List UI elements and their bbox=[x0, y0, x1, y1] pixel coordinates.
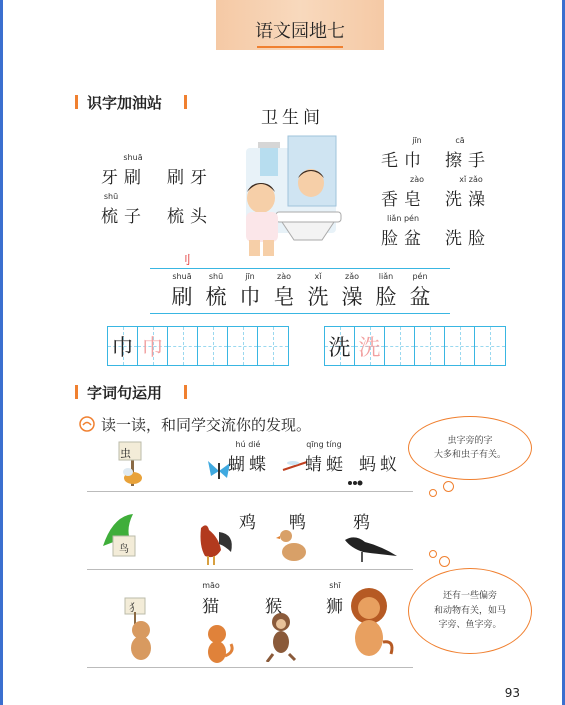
grid-cell bbox=[228, 327, 258, 365]
pinyin-xizao: xǐ zǎo bbox=[459, 175, 483, 184]
cat-sign-illustration bbox=[121, 596, 161, 666]
char-item: zào 皂 bbox=[273, 272, 295, 309]
word-ya-crow: 鸦 bbox=[353, 513, 370, 533]
word-qingting: 蜻蜓 bbox=[305, 455, 347, 475]
char-item: liǎn 脸 bbox=[375, 272, 397, 309]
char-row-bottom-line bbox=[150, 313, 450, 314]
char-item: pén 盆 bbox=[409, 272, 431, 309]
row1-ground-line bbox=[87, 491, 413, 492]
word-ya-duck: 鸭 bbox=[289, 513, 306, 533]
word-yashua: 牙刷 bbox=[101, 168, 147, 188]
thought-bubble-animals bbox=[408, 568, 532, 654]
word-xizao: 洗澡 bbox=[445, 190, 491, 210]
grid-cell bbox=[258, 327, 288, 365]
pinyin-jin: jīn bbox=[412, 136, 422, 145]
section-title-shizi: 识字加油站 bbox=[87, 94, 163, 112]
grid-cell: 巾 bbox=[138, 327, 168, 365]
crow-icon bbox=[341, 530, 399, 564]
word-cashou: 擦手 bbox=[445, 151, 491, 171]
word-xiangzao: 香皂 bbox=[381, 190, 427, 210]
char-item: jīn 巾 bbox=[239, 272, 261, 309]
pinyin-ca: cā bbox=[455, 136, 465, 145]
grid-cell bbox=[475, 327, 505, 365]
row2-ground-line bbox=[87, 569, 413, 570]
word-hou: 猴 bbox=[265, 597, 282, 617]
word-mayi: 蚂蚁 bbox=[359, 455, 401, 475]
word-xilian: 洗脸 bbox=[445, 229, 491, 249]
sign-label-bird: 鸟 bbox=[119, 544, 129, 555]
pinyin-hudie: hú dié bbox=[235, 440, 261, 449]
ant-icon bbox=[347, 478, 363, 488]
bubble-dot bbox=[429, 550, 437, 558]
grid-cell bbox=[445, 327, 475, 365]
pinyin-shu: shū bbox=[103, 192, 119, 201]
word-shuaya: 刷牙 bbox=[167, 168, 213, 188]
bathroom-illustration bbox=[236, 128, 351, 258]
word-shi: 狮 bbox=[326, 597, 343, 617]
read-icon bbox=[79, 416, 95, 432]
section2-marker-left bbox=[75, 385, 78, 399]
bubble-dot bbox=[429, 489, 437, 497]
char-row-top-line bbox=[150, 268, 450, 269]
sign-label-beast: 犭 bbox=[129, 603, 139, 614]
char-row bbox=[165, 272, 437, 311]
bubble-dot bbox=[439, 556, 450, 567]
pinyin-zao: zào bbox=[410, 175, 424, 184]
row3-ground-line bbox=[87, 667, 413, 668]
insect-sign-illustration bbox=[113, 440, 153, 488]
grid-cell bbox=[198, 327, 228, 365]
monkey-icon bbox=[261, 610, 301, 662]
grid-cell bbox=[168, 327, 198, 365]
pinyin-shi: shī bbox=[329, 581, 341, 590]
section-title-ciju: 字词句运用 bbox=[87, 384, 163, 402]
section2-marker-right bbox=[184, 385, 187, 399]
char-item: zǎo 澡 bbox=[341, 272, 363, 309]
writing-grid-jin[interactable] bbox=[107, 326, 289, 366]
sign-label-insect: 虫 bbox=[120, 447, 131, 460]
lion-icon bbox=[341, 584, 397, 664]
instruction-text: 读一读，和同学交流你的发现。 bbox=[101, 416, 312, 434]
grid-cell: 洗 bbox=[325, 327, 355, 365]
section-marker-right bbox=[184, 95, 187, 109]
char-item: xǐ 洗 bbox=[307, 272, 329, 309]
section-marker-left bbox=[75, 95, 78, 109]
cat-icon bbox=[201, 622, 237, 666]
radical-hint: 刂 bbox=[179, 253, 192, 267]
pinyin-lianpen: liǎn pén bbox=[386, 214, 420, 223]
bubble2-text: 还有一些偏旁 和动物有关，如马 字旁、鱼字旁。 bbox=[433, 591, 506, 631]
writing-grid-xi[interactable] bbox=[324, 326, 506, 366]
pinyin-shua: shuā bbox=[123, 153, 143, 162]
page-number: 93 bbox=[504, 686, 520, 700]
word-maojin: 毛巾 bbox=[381, 151, 427, 171]
rooster-icon bbox=[195, 520, 237, 566]
scene-title: 卫生间 bbox=[261, 108, 324, 128]
pinyin-mao: māo bbox=[202, 581, 220, 590]
grid-cell bbox=[415, 327, 445, 365]
grid-cell: 巾 bbox=[108, 327, 138, 365]
word-shutou: 梳头 bbox=[167, 207, 213, 227]
title-underline bbox=[257, 46, 343, 48]
word-lianpen: 脸盆 bbox=[381, 229, 427, 249]
char-item: shuā 刷 bbox=[171, 272, 193, 309]
thought-bubble-insects bbox=[408, 416, 532, 480]
word-mao: 猫 bbox=[202, 597, 219, 617]
page-title: 语文园地七 bbox=[255, 21, 345, 42]
bubble1-text: 虫字旁的字 大多和虫子有关。 bbox=[433, 435, 506, 460]
grid-cell bbox=[385, 327, 415, 365]
char-item: shū 梳 bbox=[205, 272, 227, 309]
word-shuzi: 梳子 bbox=[101, 207, 147, 227]
pinyin-qingting: qīng tíng bbox=[306, 440, 342, 449]
word-hudie: 蝴蝶 bbox=[228, 455, 270, 475]
bubble-dot bbox=[443, 481, 454, 492]
word-ji: 鸡 bbox=[239, 513, 256, 533]
grid-cell: 洗 bbox=[355, 327, 385, 365]
